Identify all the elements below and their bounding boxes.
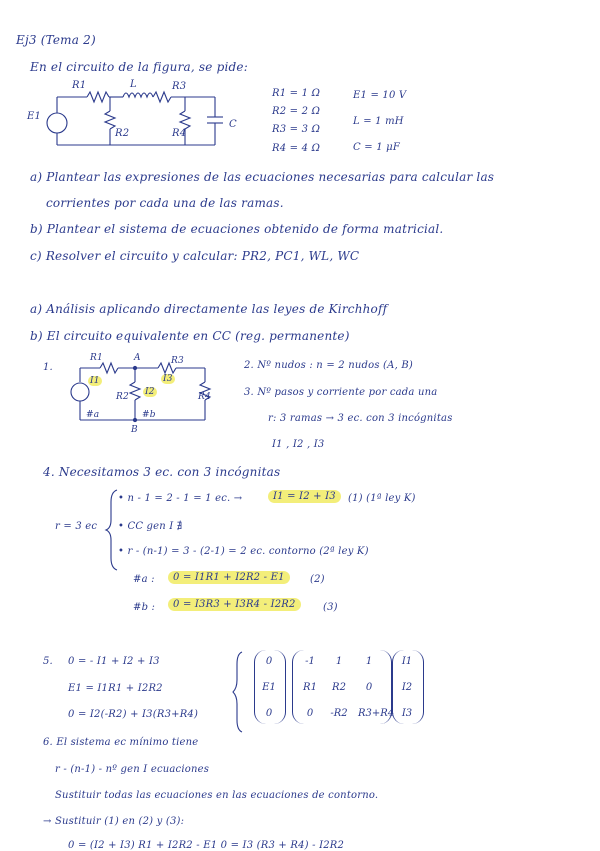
step-2: 2. Nº nudos : n = 2 nudos (A, B) [244,360,413,371]
step-6-line1: 6. El sistema ec mínimo tiene [43,737,199,748]
eq-line1-text: • n - 1 = 2 - 1 = 1 ec. → [118,493,243,504]
circuit1-r4-label: R4 [172,128,187,139]
param-r3: R3 = 3 Ω [272,124,321,135]
answer-b: b) El circuito equivalente en CC (reg. permanente) [30,329,350,343]
system-eq-3: 0 = I2(-R2) + I3(R3+R4) [68,709,199,720]
matrix-x-1: I2 [401,682,413,693]
eq-line2-text: • CC gen I ∄ [118,521,183,532]
matrix-a-11: R2 [332,682,346,693]
question-a-line1: a) Plantear las expresiones de las ecuaciones necesarias para calcular las [30,170,495,184]
step-3-line3: I1 , I2 , I3 [272,439,325,450]
matrix-a-02: 1 [365,656,373,667]
step-4: 4. Necesitamos 3 ec. con 3 incógnitas [43,465,281,479]
r-equations: r = 3 ec [55,521,98,532]
circuit1-r3-label: R3 [172,81,187,92]
step-5: 5. [43,656,53,667]
circuit2-i2-label: I2 [145,387,155,397]
circuit1-l-label: L [130,79,137,90]
circuit2-i3-label: I3 [163,374,173,384]
circuit2-node-b: B [131,425,138,435]
question-a-line2: corrientes por cada una de las ramas. [46,196,284,210]
matrix-a-12: 0 [365,682,373,693]
circuit2-loop-a: #a [86,410,100,420]
intro-text: En el circuito de la figura, se pide: [30,60,248,74]
matrix-b-0: 0 [265,656,273,667]
matrix-a-01: 1 [335,656,343,667]
equation-2-tag: (2) [310,574,325,585]
circuit1-c-label: C [229,119,237,130]
step-6-line4: → Sustituir (1) en (2) y (3): [43,816,185,827]
equation-3-tag: (3) [323,602,338,613]
equation-1-tag: (1) (1ª ley K) [348,493,416,504]
matrix-a-00: -1 [305,656,315,667]
exercise-header: Ej3 (Tema 2) [16,33,96,47]
question-c: c) Resolver el circuito y calcular: PR2, PC1, WL, WC [30,249,360,263]
matrix-a-20: 0 [306,708,314,719]
step-1: 1. [43,362,53,373]
circuit-diagram-1 [35,85,235,155]
step-6-line2: r - (n-1) - nº gen I ecuaciones [55,764,210,775]
matrix-a-22: R3+R4 [358,708,395,719]
param-r1: R1 = 1 Ω [272,88,321,99]
circuit2-node-a: A [134,353,141,363]
loop-a-label: #a : [133,574,155,585]
system-eq-1: 0 = - I1 + I2 + I3 [68,656,160,667]
param-e1: E1 = 10 V [353,90,407,101]
equation-2: 0 = I1R1 + I2R2 - E1 [168,571,290,584]
equation-3: 0 = I3R3 + I3R4 - I2R2 [168,598,301,611]
circuit2-loop-b: #b [142,410,156,420]
param-c: C = 1 μF [353,142,400,153]
circuit2-r3-label: R3 [171,356,184,366]
matrix-b-1: E1 [262,682,276,693]
brace-left [105,490,119,570]
circuit2-r1-label: R1 [90,353,103,363]
loop-b-label: #b : [133,602,156,613]
equation-1: I1 = I2 + I3 [268,490,341,503]
matrix-x-2: I3 [401,708,413,719]
circuit1-e1-label: E1 [27,111,42,122]
step-3-line2: r: 3 ramas → 3 ec. con 3 incógnitas [268,413,453,424]
system-eq-2: E1 = I1R1 + I2R2 [68,683,163,694]
param-r2: R2 = 2 Ω [272,106,321,117]
param-l: L = 1 mH [353,116,404,127]
question-b: b) Plantear el sistema de ecuaciones obtenido de forma matricial. [30,222,444,236]
param-r4: R4 = 4 Ω [272,143,321,154]
step-6-line3: Sustituir todas las ecuaciones en las ecuaciones de contorno. [55,790,379,801]
matrix-a-21: -R2 [330,708,348,719]
answer-a: a) Análisis aplicando directamente las leyes de Kirchhoff [30,302,388,316]
circuit2-i1-label: I1 [90,376,100,386]
matrix-x-0: I1 [401,656,413,667]
matrix-b-2: 0 [265,708,273,719]
circuit2-r4-label: R4 [198,392,211,402]
circuit2-r2-label: R2 [116,392,129,402]
system-brace [232,652,244,732]
step-3-line1: 3. Nº pasos y corriente por cada una [244,387,438,398]
matrix-a-10: R1 [303,682,317,693]
eq-line3-text: • r - (n-1) = 3 - (2-1) = 2 ec. contorno (2ª ley K) [118,546,369,557]
circuit1-r2-label: R2 [115,128,130,139]
circuit1-r1-label: R1 [72,80,87,91]
bottom-cut-line: 0 = (I2 + I3) R1 + I2R2 - E1 0 = I3 (R3 + R4) - I2R2 [68,840,345,851]
